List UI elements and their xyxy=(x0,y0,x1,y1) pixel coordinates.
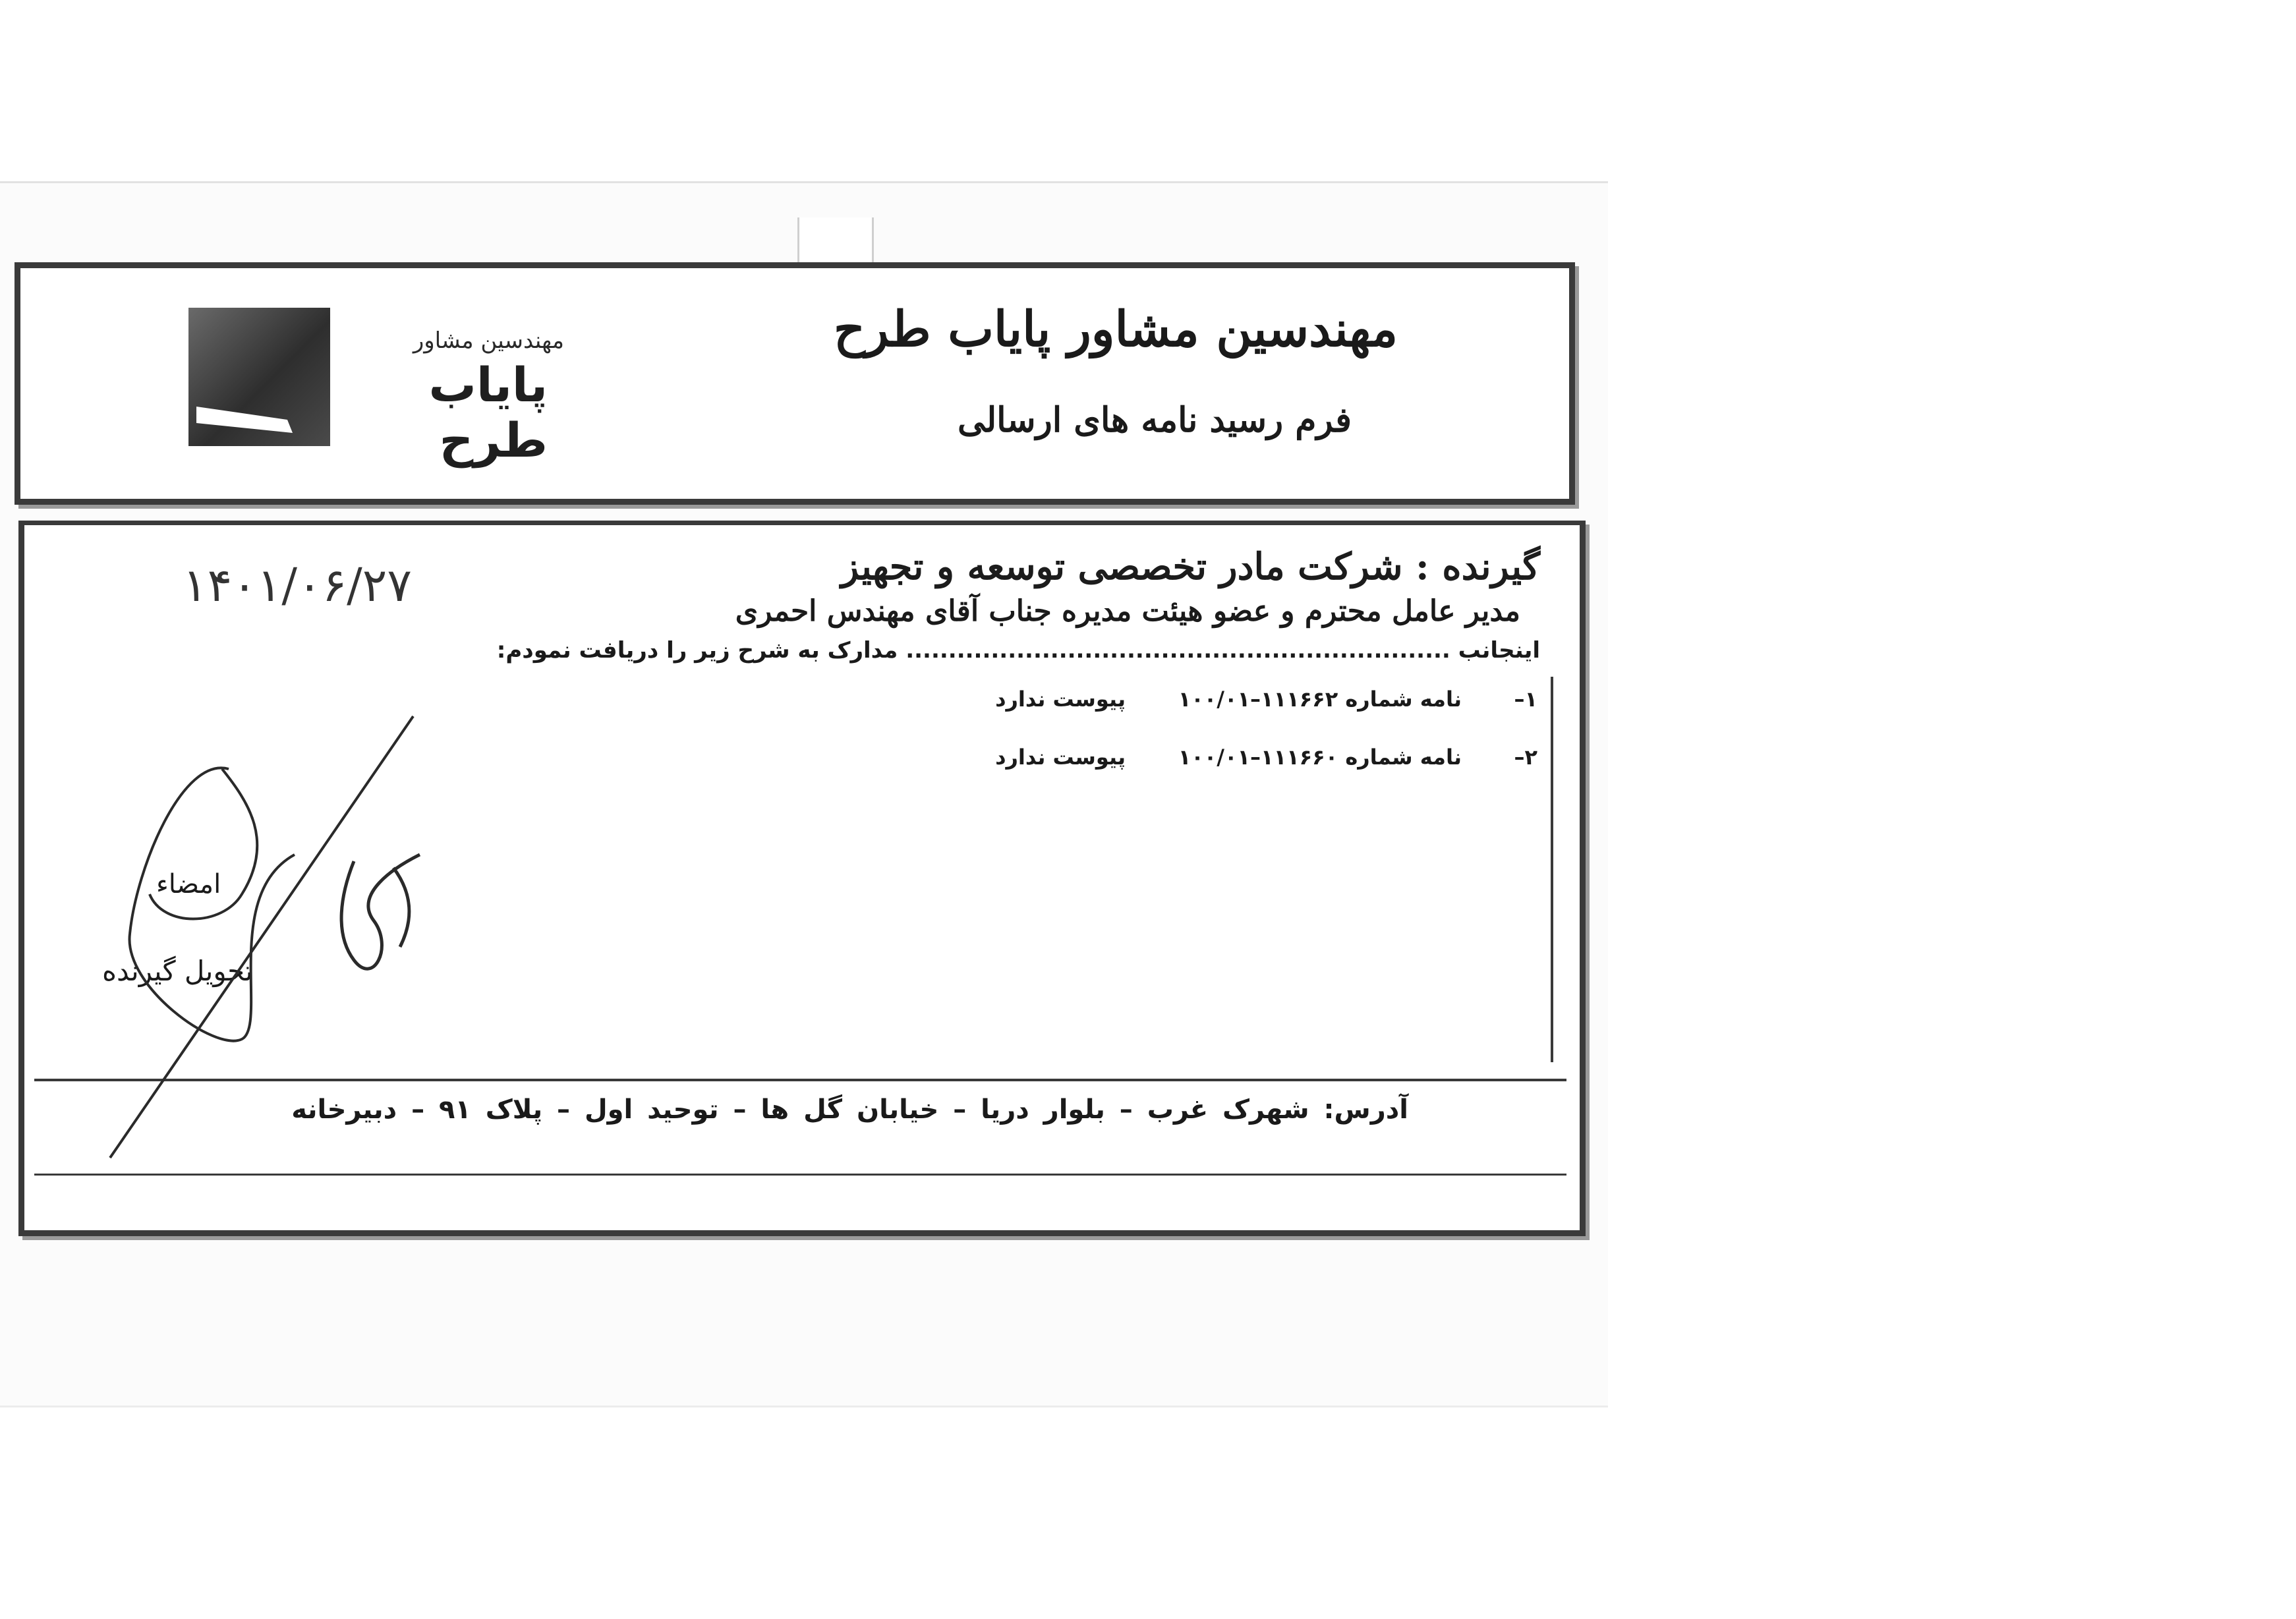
logo-name: پایاب طرح xyxy=(428,357,548,468)
item-number: ۱– xyxy=(1514,687,1537,712)
recipient-line: گیرنده : شرکت مادر تخصصی توسعه و تجهیز xyxy=(841,545,1540,588)
logo-subtitle: مهندسین مشاور xyxy=(413,327,564,354)
company-name: مهندسین مشاور پایاب طرح xyxy=(834,301,1398,358)
addressee-line: مدیر عامل محترم و عضو هیئت مدیره جناب آقای مهندس احمری xyxy=(735,594,1520,628)
address-text: آدرس: شهرک غرب – بلوار دریا – خیابان گل ها – توحید اول – پلاک ۹۱ – دبیرخانه xyxy=(291,1094,1408,1125)
letters-list xyxy=(608,677,1553,1062)
list-item xyxy=(615,687,1537,726)
receipt-body xyxy=(18,521,1586,1236)
signature-label: امضاء xyxy=(156,869,221,899)
attachment-status: پیوست ندارد xyxy=(995,687,1126,712)
letter-number: نامه شماره ۱۱۱۶۶۲–۱۰۰/۰۱ xyxy=(1178,687,1462,712)
date-stamp: ۱۴۰۱/۰۶/۲۷ xyxy=(183,558,412,612)
logo-mark-icon xyxy=(188,308,330,446)
letter-number: نامه شماره ۱۱۱۶۶۰–۱۰۰/۰۱ xyxy=(1178,745,1462,770)
list-item xyxy=(615,745,1537,784)
item-number: ۲– xyxy=(1514,745,1537,770)
receiver-label: تحویل گیرنده xyxy=(102,955,253,987)
attachment-status: پیوست ندارد xyxy=(995,745,1126,770)
letterhead xyxy=(14,262,1575,505)
address-footer xyxy=(34,1079,1566,1176)
form-title: فرم رسید نامه های ارسالی xyxy=(958,400,1352,440)
company-logo xyxy=(188,308,577,468)
receipt-intro: اینجانب ................................................................ مدارک به شرح زیر را دریافت نمودم: xyxy=(496,637,1540,664)
